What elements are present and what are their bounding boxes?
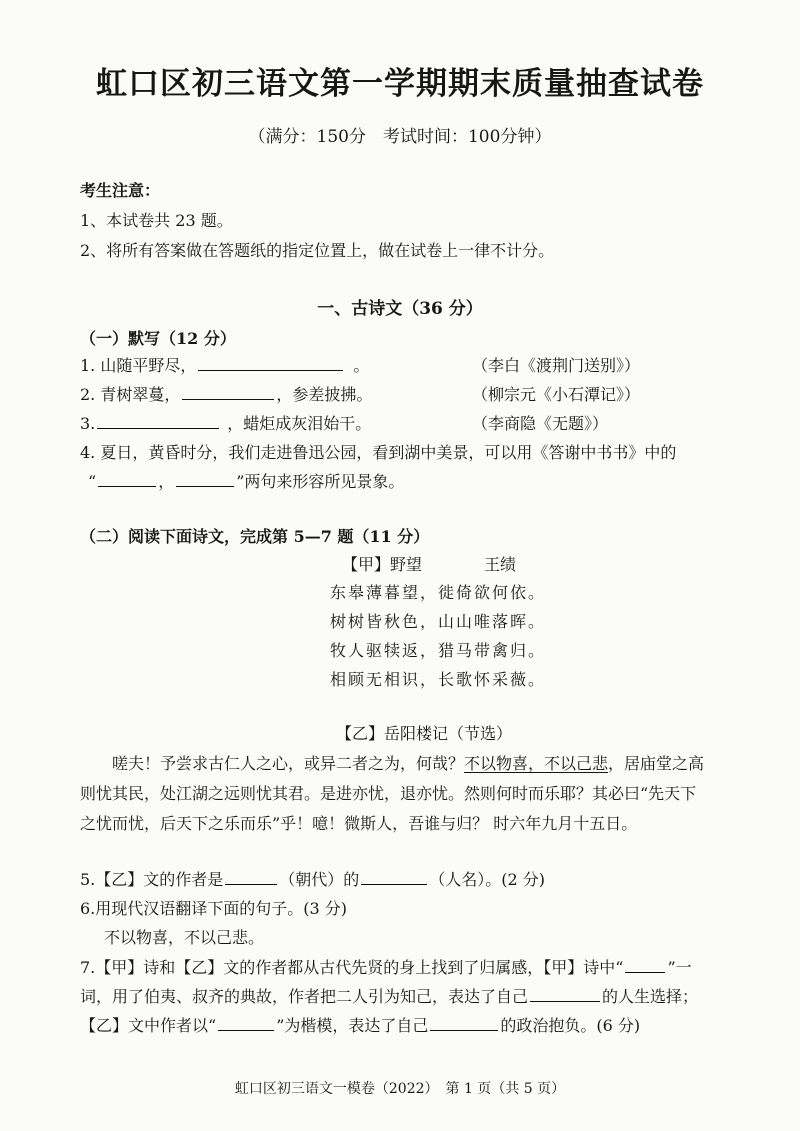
q1-blank[interactable] [198, 369, 343, 371]
question-4-line-2 [88, 469, 404, 492]
prose-l1-a: 嗟夫！予尝求古仁人之心，或异二者之为，何哉？ [112, 754, 465, 773]
q7-l3-a: 【乙】文中作者以“ [80, 1016, 217, 1035]
q3-prefix: 3. [80, 414, 96, 433]
q4-blank-2[interactable] [176, 485, 234, 487]
poem-title: 【甲】野望 [342, 555, 423, 574]
q7-l2-b: 的人生选择； [602, 987, 699, 1006]
question-6: 6.用现代汉语翻译下面的句子。(3 分) [80, 899, 348, 918]
exam-subtitle: （满分：150分 考试时间：100分钟） [248, 127, 552, 147]
q7-blank-3[interactable] [218, 1029, 274, 1031]
q7-l2-a: 词，用了伯夷、叔齐的典故，作者把二人引为知己，表达了自己 [80, 987, 529, 1006]
q7-blank-2[interactable] [530, 1000, 600, 1002]
exam-title: 虹口区初三语文第一学期期末质量抽查试卷 [96, 66, 704, 102]
q3-suffix: ，蜡炬成灰泪始干。 [227, 414, 372, 433]
q7-l3-c: 的政治抱负。(6 分) [500, 1016, 641, 1035]
q2-blank[interactable] [182, 398, 274, 400]
prose-title: 【乙】岳阳楼记（节选） [336, 724, 513, 743]
q5-c: （人名）。(2 分) [429, 870, 546, 889]
q3-blank[interactable] [97, 427, 219, 429]
notice-item-1: 1、本试卷共 23 题。 [80, 211, 233, 230]
q5-a: 5.【乙】文的作者是 [80, 870, 224, 889]
poem-line-3: 牧人驱犊返，猎马带禽归。 [330, 641, 547, 660]
q3-source: （李商隐《无题》） [472, 414, 609, 433]
q4-blank-1[interactable] [98, 485, 156, 487]
page-footer: 虹口区初三语文一模卷（2022） 第 1 页（共 5 页） [234, 1081, 566, 1097]
q2-suffix: ，参差披拂。 [276, 385, 373, 404]
question-7-line-2 [80, 984, 698, 1007]
q5-blank-author[interactable] [361, 883, 427, 885]
q7-l1-a: 7.【甲】诗和【乙】文的作者都从古代先贤的身上找到了归属感，【甲】诗中“ [80, 958, 624, 977]
q5-blank-dynasty[interactable] [225, 883, 277, 885]
poem-author: 王绩 [484, 555, 517, 574]
q5-b: （朝代）的 [279, 870, 360, 889]
q1-source: （李白《渡荆门送别》） [472, 356, 641, 375]
part2-heading: （二）阅读下面诗文，完成第 5—7 题（11 分） [80, 527, 430, 546]
prose-underlined-sentence: 不以物喜，不以己悲 [464, 754, 609, 773]
q2-prefix: 2. 青树翠蔓， [80, 385, 181, 404]
prose-line-3: 之忧而忧，后天下之乐而乐”乎！噫！微斯人，吾谁与归？ 时六年九月十五日。 [80, 814, 638, 833]
poem-line-4: 相顾无相识，长歌怀采薇。 [330, 670, 547, 689]
question-1 [80, 353, 369, 376]
question-7-line-1 [80, 955, 692, 978]
question-5 [80, 867, 545, 890]
question-7-line-3 [80, 1013, 640, 1036]
q4-open-quote: “ [88, 472, 97, 491]
q7-blank-4[interactable] [430, 1029, 498, 1031]
q1-prefix: 1. 山随平野尽， [80, 356, 197, 375]
part1-heading: （一）默写（12 分） [80, 329, 236, 348]
q4-comma: ， [158, 472, 175, 491]
section-title: 一、古诗文（36 分） [317, 299, 483, 319]
prose-line-1 [112, 751, 704, 774]
notice-item-2: 2、将所有答案做在答题纸的指定位置上，做在试卷上一律不计分。 [80, 241, 555, 260]
notice-heading: 考生注意： [80, 181, 161, 200]
prose-l1-b: ，居庙堂之高 [608, 754, 705, 773]
question-3 [80, 411, 371, 434]
q6-sentence: 不以物喜，不以己悲。 [104, 928, 265, 947]
q1-suffix: 。 [353, 356, 370, 375]
poem-line-1: 东皋薄暮望，徙倚欲何依。 [330, 583, 547, 602]
q2-source: （柳宗元《小石潭记》） [472, 385, 641, 404]
question-2 [80, 382, 372, 405]
q7-l3-b: ”为楷模，表达了自己 [276, 1016, 429, 1035]
poem-line-2: 树树皆秋色，山山唯落晖。 [330, 612, 547, 631]
q7-blank-1[interactable] [625, 971, 665, 973]
prose-line-2: 则忧其民，处江湖之远则忧其君。是进亦忧，退亦忧。然则何时而乐耶？其必曰“先天下 [80, 784, 697, 803]
question-4-line-1: 4. 夏日，黄昏时分，我们走进鲁迅公园，看到湖中美景，可以用《答谢中书书》中的 [80, 443, 677, 462]
q4-close-text: ”两句来形容所见景象。 [236, 472, 405, 491]
q7-l1-b: ”一 [667, 958, 692, 977]
